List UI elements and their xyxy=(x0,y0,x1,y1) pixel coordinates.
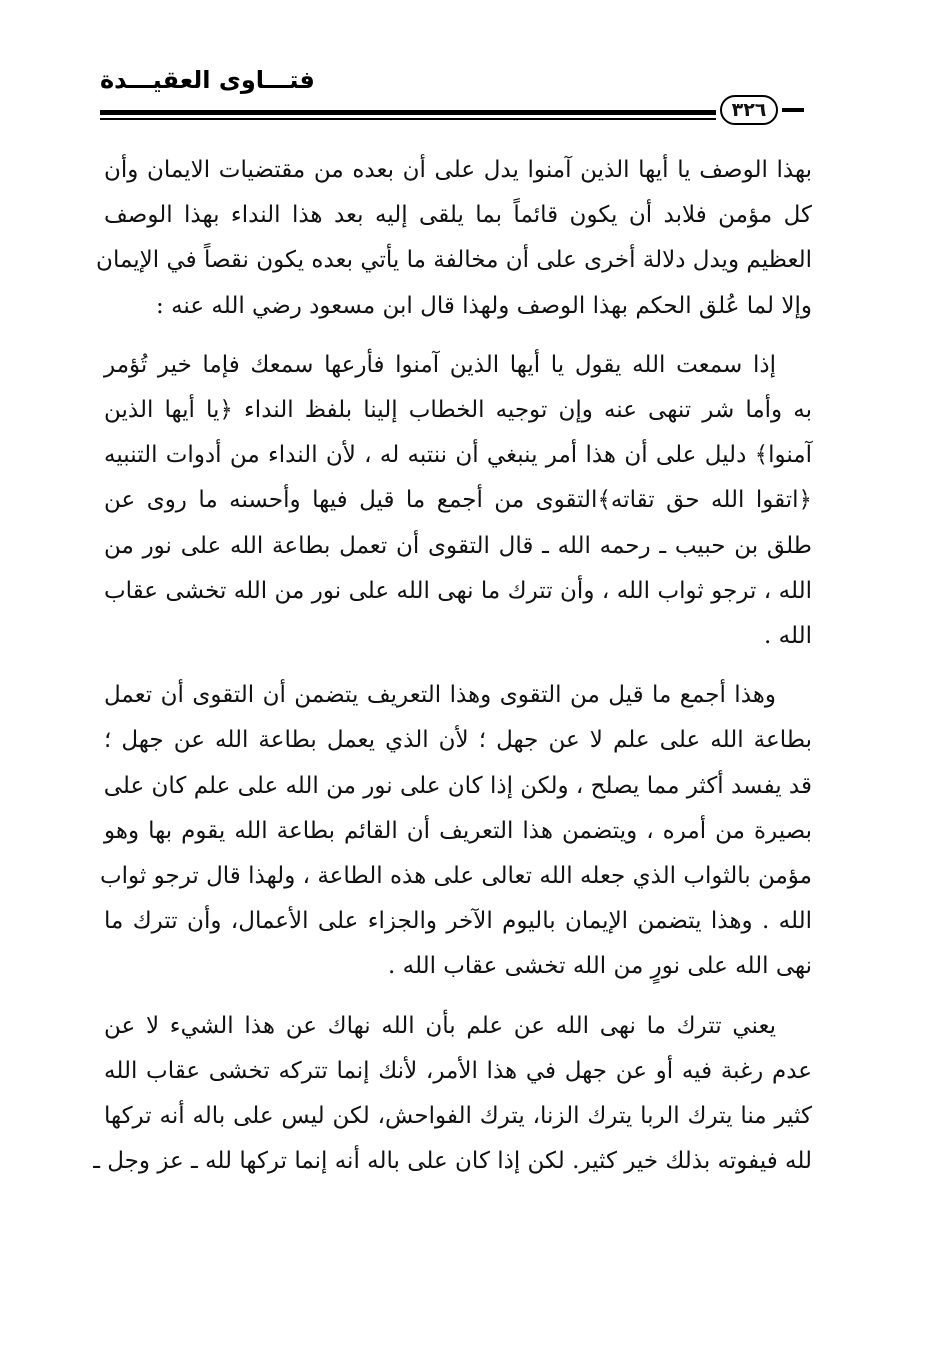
text-line: يعني تترك ما نهى الله عن علم بأن الله نهاك عن هذا الشيء لا عن xyxy=(104,1012,776,1039)
body-text xyxy=(93,148,812,1198)
text-line: ﴿اتقوا الله حق تقاته﴾التقوى من أجمع ما قيل فيها وأحسنه ما روى عن xyxy=(104,487,812,514)
text-line: كثير منا يترك الربا يترك الزنا، يترك الفواحش، لكن ليس على باله أنه تركها xyxy=(104,1103,812,1130)
header-thick-rule xyxy=(100,110,716,115)
text-line: لله فيفوته بذلك خير كثير. لكن إذا كان على باله أنه إنما تركها لله ـ عز وجل ـ xyxy=(93,1148,812,1175)
text-line: بطاعة الله على علم لا عن جهل ؛ لأن الذي يعمل بطاعة الله عن جهل ؛ xyxy=(104,727,812,754)
text-line: وهذا أجمع ما قيل من التقوى وهذا التعريف يتضمن أن التقوى أن تعمل xyxy=(104,682,776,709)
text-line: مؤمن بالثواب الذي جعله الله تعالى على هذه الطاعة ، ولهذا قال ترجو ثواب xyxy=(99,863,812,890)
text-line: آمنوا﴾ دليل على أن هذا أمر ينبغي أن ننتبه له ، لأن النداء من أدوات التنبيه xyxy=(104,442,812,469)
header-thin-rule xyxy=(100,118,716,120)
paragraph-2 xyxy=(104,343,812,659)
paragraph-3 xyxy=(99,673,812,989)
text-line: كل مؤمن فلابد أن يكون قائماً بما يلقى إليه بعد هذا النداء بهذا الوصف xyxy=(104,202,812,229)
paragraph-4 xyxy=(93,1004,812,1185)
text-line: نهى الله على نورٍ من الله تخشى عقاب الله . xyxy=(388,953,812,980)
text-line: العظيم ويدل دلالة أخرى على أن مخالفة ما يأتي بعده يكون نقصاً في الإيمان xyxy=(96,247,812,274)
page-number-dash xyxy=(782,108,804,112)
running-book-title: فتـــاوى العقيـــدة xyxy=(100,66,315,94)
page-number-block xyxy=(720,94,812,126)
page-number: ٣٢٦ xyxy=(720,95,778,125)
text-line: عدم رغبة فيه أو عن جهل في هذا الأمر، لأنك إنما تتركه تخشى عقاب الله xyxy=(104,1057,812,1084)
text-line: به وأما شر تنهى عنه وإن توجيه الخطاب إلينا بلفظ النداء ﴿يا أيها الذين xyxy=(104,397,812,424)
text-line: وإلا لما عُلق الحكم بهذا الوصف ولهذا قال ابن مسعود رضي الله عنه : xyxy=(156,292,812,319)
text-line: الله . وهذا يتضمن الإيمان باليوم الآخر والجزاء على الأعمال، وأن تترك ما xyxy=(104,908,812,935)
page-header xyxy=(100,66,812,122)
text-line: الله ، ترجو ثواب الله ، وأن تترك ما نهى الله على نور من الله تخشى عقاب xyxy=(104,577,812,604)
text-line: بصيرة من أمره ، ويتضمن هذا التعريف أن القائم بطاعة الله يقوم بها وهو xyxy=(104,817,812,844)
text-line: بهذا الوصف يا أيها الذين آمنوا يدل على أن بعده من مقتضيات الايمان وأن xyxy=(104,157,812,183)
text-line: قد يفسد أكثر مما يصلح ، ولكن إذا كان على نور من الله على علم كان على xyxy=(103,772,812,799)
text-line: الله . xyxy=(764,623,812,650)
text-line: إذا سمعت الله يقول يا أيها الذين آمنوا فأرعها سمعك فإما خير تُؤمر xyxy=(104,351,776,378)
text-line: طلق بن حبيب ـ رحمه الله ـ قال التقوى أن تعمل بطاعة الله على نور من xyxy=(104,532,812,559)
paragraph-1 xyxy=(96,148,812,329)
